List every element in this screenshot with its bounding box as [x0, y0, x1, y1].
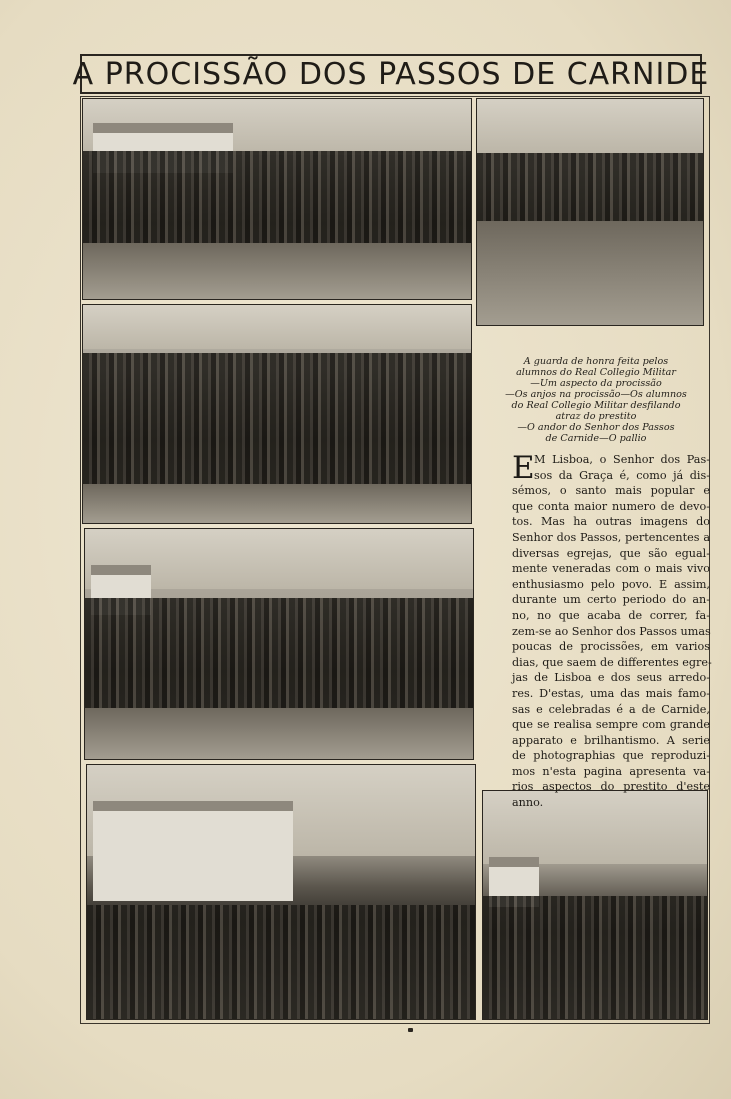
body-line: que conta maior numero de devo- — [512, 499, 710, 513]
body-line: no, no que acaba de correr, fa- — [512, 608, 710, 622]
photo-angels — [82, 304, 472, 524]
body-line: res. D'estas, uma das mais famo- — [512, 686, 710, 700]
body-line: durante um certo periodo do an- — [512, 593, 710, 607]
body-line: dias, que saem de differentes egre- — [512, 655, 712, 669]
body-line: Senhor dos Passos, pertencentes a — [512, 530, 710, 544]
body-line: que se realisa sempre com grande — [512, 718, 710, 732]
body-line: sas e celebradas é a de Carnide, — [512, 702, 710, 716]
photo-procession-aspect — [476, 98, 704, 326]
body-line: rios aspectos do prestito d'este — [512, 780, 710, 794]
photo-caption — [486, 356, 706, 444]
body-line: sémos, o santo mais popular e — [512, 484, 710, 498]
body-line: enthusiasmo pelo povo. E assim, — [512, 577, 710, 591]
caption-line: —O andor do Senhor dos Passos — [517, 422, 675, 433]
caption-line: do Real Collegio Militar desfilando — [511, 400, 681, 411]
body-line: diversas egrejas, que são egual- — [512, 546, 710, 560]
photo-students-marching — [84, 528, 474, 760]
body-line: jas de Lisboa e dos seus arredo- — [512, 671, 710, 685]
drop-cap: E — [512, 450, 535, 486]
caption-line: de Carnide—O pallio — [545, 433, 647, 444]
caption-line: —Um aspecto da procissão — [530, 378, 662, 389]
body-line: M Lisboa, o Senhor dos Pas- — [534, 453, 710, 466]
printer-mark — [408, 1028, 413, 1032]
body-line: apparato e brilhantismo. A serie — [512, 733, 710, 747]
article-body — [512, 452, 710, 811]
photo-pallio — [482, 790, 708, 1020]
caption-line: atraz do prestito — [555, 411, 637, 422]
caption-line: alumnos do Real Collegio Militar — [516, 367, 676, 378]
photo-guard-of-honour — [82, 98, 472, 300]
body-line: poucas de procissões, em varios — [512, 640, 710, 654]
body-line: mente veneradas com o mais vivo — [512, 562, 710, 576]
body-line: tos. Mas ha outras imagens do — [512, 515, 710, 529]
body-line: zem-se ao Senhor dos Passos umas — [512, 624, 711, 638]
photo-andor — [86, 764, 476, 1020]
body-line: mos n'esta pagina apresenta va- — [512, 764, 710, 778]
body-line: de photographias que reproduzi- — [512, 749, 710, 763]
body-line: anno. — [512, 796, 544, 810]
body-line: sos da Graça é, como já dis- — [534, 468, 710, 482]
caption-line: A guarda de honra feita pelos — [523, 356, 669, 367]
page-title: A PROCISSÃO DOS PASSOS DE CARNIDE — [80, 54, 702, 94]
caption-line: —Os anjos na procissão—Os alumnos — [505, 389, 687, 400]
